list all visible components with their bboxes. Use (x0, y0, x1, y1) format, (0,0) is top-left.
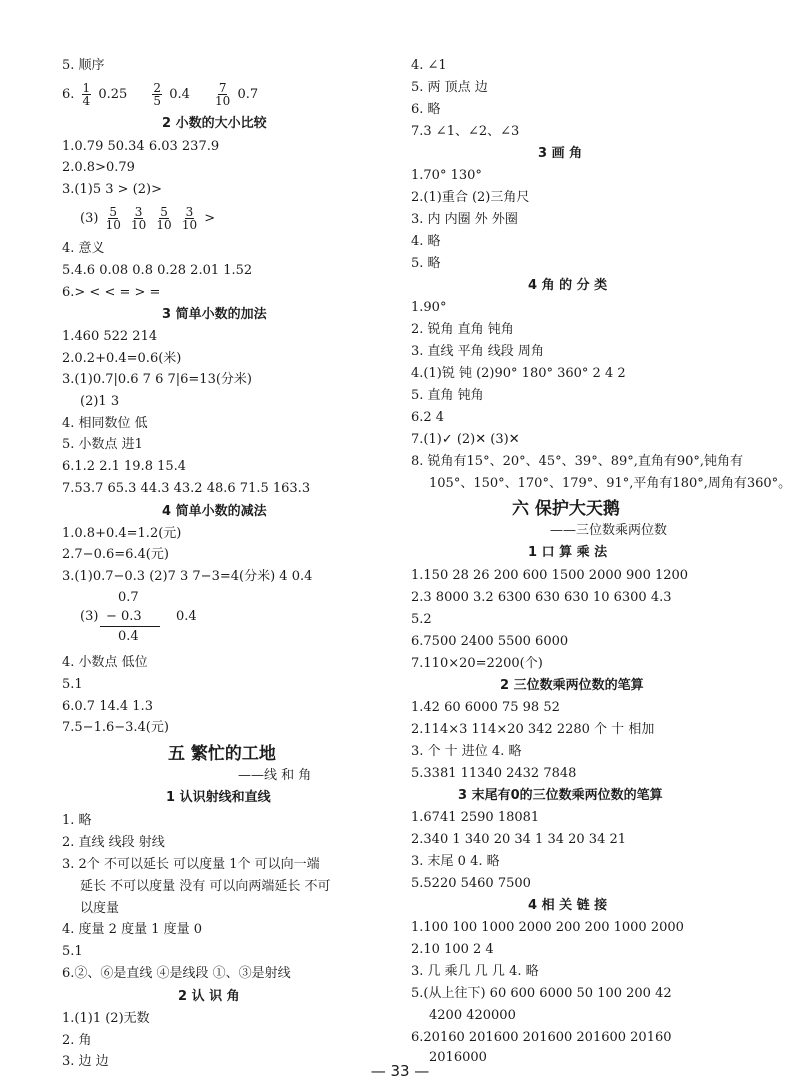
answer-line: 7.5−1.6−3.4(元) (62, 720, 169, 735)
answer-line: 1.100 100 1000 2000 200 200 1000 2000 (411, 920, 684, 935)
answer-line: 6.> < < = > = (62, 285, 161, 300)
answer-line: 4. 度量 2 度量 1 度量 0 (62, 922, 203, 937)
answer-line: 6. 略 (411, 102, 441, 117)
answer-line: 1.(1)1 (2)无数 (62, 1011, 150, 1026)
fraction: $\frac{3}{10}$ (130, 205, 147, 232)
answer-line: 4200 420000 (429, 1008, 516, 1023)
answer-line: 4. 小数点 低位 (62, 655, 148, 670)
answer-line: 2016000 (429, 1050, 487, 1065)
answer-line: 6.②、⑥是直线 ④是线段 ①、③是射线 (62, 966, 291, 981)
answer-line: 3.(1)0.7−0.3 (2)7 3 7−3=4(分米) 4 0.4 (62, 569, 313, 584)
answer-line: 5.2 (411, 612, 432, 627)
page-number: — 33 — (370, 1062, 430, 1080)
section-heading: 4 相 关 链 接 (528, 898, 608, 913)
subtraction-rule (100, 626, 160, 627)
answer-line: 2. 锐角 直角 钝角 (411, 322, 514, 337)
answer-line: 1. 略 (62, 813, 92, 828)
answer-line: 3. 边 边 (62, 1054, 109, 1069)
answer-line-fractions: 6. $\frac{1}{4}$ 0.25 $\frac{2}{5}$ 0.4 $\frac{7}{10}$ 0.7 (62, 81, 259, 108)
answer-line: 3. 末尾 0 4. 略 (411, 854, 500, 869)
fraction: $\frac{7}{10}$ (215, 81, 231, 108)
answer-line: 5. 小数点 进1 (62, 437, 143, 452)
answer-line: 延长 不可以度量 没有 可以向两端延长 不可 (80, 879, 331, 894)
answer-line: 5.(从上往下) 60 600 6000 50 100 200 42 (411, 986, 672, 1001)
answer-line: 1.0.79 50.34 6.03 237.9 (62, 139, 220, 154)
answer-line: 以度量 (80, 901, 120, 916)
answer-line: 2.0.8>0.79 (62, 160, 135, 175)
answer-line: (2)1 3 (80, 394, 120, 409)
section-heading: 3 末尾有0的三位数乘两位数的笔算 (458, 788, 663, 803)
answer-line: 4. 意义 (62, 241, 105, 256)
answer-line: 8. 锐角有15°、20°、45°、39°、89°,直角有90°,钝角有 (411, 454, 744, 469)
fraction: $\frac{2}{5}$ (153, 81, 162, 108)
answer-line: 2.0.2+0.4=0.6(米) (62, 351, 182, 366)
answer-line: 7.110×20=2200(个) (411, 656, 543, 671)
answer-line: 5. 两 顶点 边 (411, 80, 488, 95)
answer-line: 3.(1)0.7|0.6 7 6 7|6=13(分米) (62, 372, 252, 387)
answer-line: 1.90° (411, 300, 447, 315)
answer-line: 4. 相同数位 低 (62, 416, 148, 431)
answer-line: 6.1.2 2.1 19.8 15.4 (62, 459, 187, 474)
answer-line: 7.53.7 65.3 44.3 43.2 48.6 71.5 163.3 (62, 481, 311, 496)
section-heading: 1 口 算 乘 法 (528, 545, 608, 560)
answer-line: 3. 内 内圈 外 外圈 (411, 212, 518, 227)
answer-line: 3. 2个 不可以延长 可以度量 1个 可以向一端 (62, 857, 320, 872)
answer-line: 2.340 1 340 20 34 1 34 20 34 21 (411, 832, 627, 847)
section-heading: 1 认识射线和直线 (166, 790, 271, 805)
answer-line: 2.3 8000 3.2 6300 630 630 10 6300 4.3 (411, 590, 672, 605)
answer-line: 3. 个 十 进位 4. 略 (411, 744, 522, 759)
answer-line: 2.10 100 2 4 (411, 942, 494, 957)
answer-line: 1.6741 2590 18081 (411, 810, 540, 825)
answer-line: 4. ∠1 (411, 58, 447, 73)
answer-line: 4. 略 (411, 234, 441, 249)
section-heading: 2 认 识 角 (178, 989, 240, 1004)
unit-subtitle: ——线 和 角 (238, 768, 312, 783)
answer-line: 5. 直角 钝角 (411, 388, 484, 403)
answer-line: 105°、150°、170°、179°、91°,平角有180°,周角有360°。 (429, 476, 792, 491)
answer-line: 1.70° 130° (411, 168, 482, 183)
fraction: $\frac{5}{10}$ (156, 205, 172, 232)
unit-title: 五 繁忙的工地 (168, 744, 276, 764)
answer-line: 5.3381 11340 2432 7848 (411, 766, 577, 781)
answer-line: 7.3 ∠1、∠2、∠3 (411, 124, 520, 139)
section-heading: 4 简单小数的减法 (162, 504, 267, 519)
answer-line: 2.7−0.6=6.4(元) (62, 547, 169, 562)
answer-line: 5.1 (62, 944, 83, 959)
answer-line: 2. 角 (62, 1033, 92, 1048)
fraction: $\frac{5}{10}$ (105, 205, 121, 232)
section-heading: 3 画 角 (538, 146, 583, 161)
answer-line: 6.2 4 (411, 410, 445, 425)
answer-line: 1.42 60 6000 75 98 52 (411, 700, 560, 715)
fraction: $\frac{1}{4}$ (82, 81, 91, 108)
answer-line: 5.1 (62, 677, 83, 692)
section-heading: 4 角 的 分 类 (528, 278, 608, 293)
answer-line: 6.7500 2400 5500 6000 (411, 634, 569, 649)
answer-line: 6.0.7 14.4 1.3 (62, 699, 153, 714)
section-heading: 3 简单小数的加法 (162, 307, 267, 322)
answer-line: 1.0.8+0.4=1.2(元) (62, 526, 182, 541)
section-heading: 2 三位数乘两位数的笔算 (500, 678, 644, 693)
answer-line: 6.20160 201600 201600 201600 20160 (411, 1030, 672, 1045)
answer-line: 2.114×3 114×20 342 2280 个 十 相加 (411, 722, 655, 737)
answer-line-fractions: (3) $\frac{5}{10}$ $\frac{3}{10}$ $\frac{5}{10}$ $\frac{3}{10}$ > (80, 205, 216, 232)
answer-line: 5. 略 (411, 256, 441, 271)
fraction: $\frac{3}{10}$ (181, 205, 198, 232)
answer-line: 5.5220 5460 7500 (411, 876, 531, 891)
unit-subtitle: ——三位数乘两位数 (550, 523, 668, 538)
section-heading: 2 小数的大小比较 (162, 116, 267, 131)
answer-line: 1.460 522 214 (62, 329, 158, 344)
answer-line: 7.(1)✓ (2)✕ (3)✕ (411, 432, 520, 447)
answer-line: 3. 直线 平角 线段 周角 (411, 344, 544, 359)
unit-title: 六 保护大天鹅 (512, 499, 620, 519)
answer-line: 2.(1)重合 (2)三角尺 (411, 190, 530, 205)
answer-line: 3.(1)5 3 > (2)> (62, 182, 162, 197)
answer-line: 3. 几 乘几 几 几 4. 略 (411, 964, 539, 979)
answer-line: 1.150 28 26 200 600 1500 2000 900 1200 (411, 568, 689, 583)
answer-line: 4.(1)锐 钝 (2)90° 180° 360° 2 4 2 (411, 366, 626, 381)
answer-line: 5.4.6 0.08 0.8 0.28 2.01 1.52 (62, 263, 253, 278)
answer-line: 5. 顺序 (62, 58, 105, 73)
answer-line: 2. 直线 线段 射线 (62, 835, 165, 850)
